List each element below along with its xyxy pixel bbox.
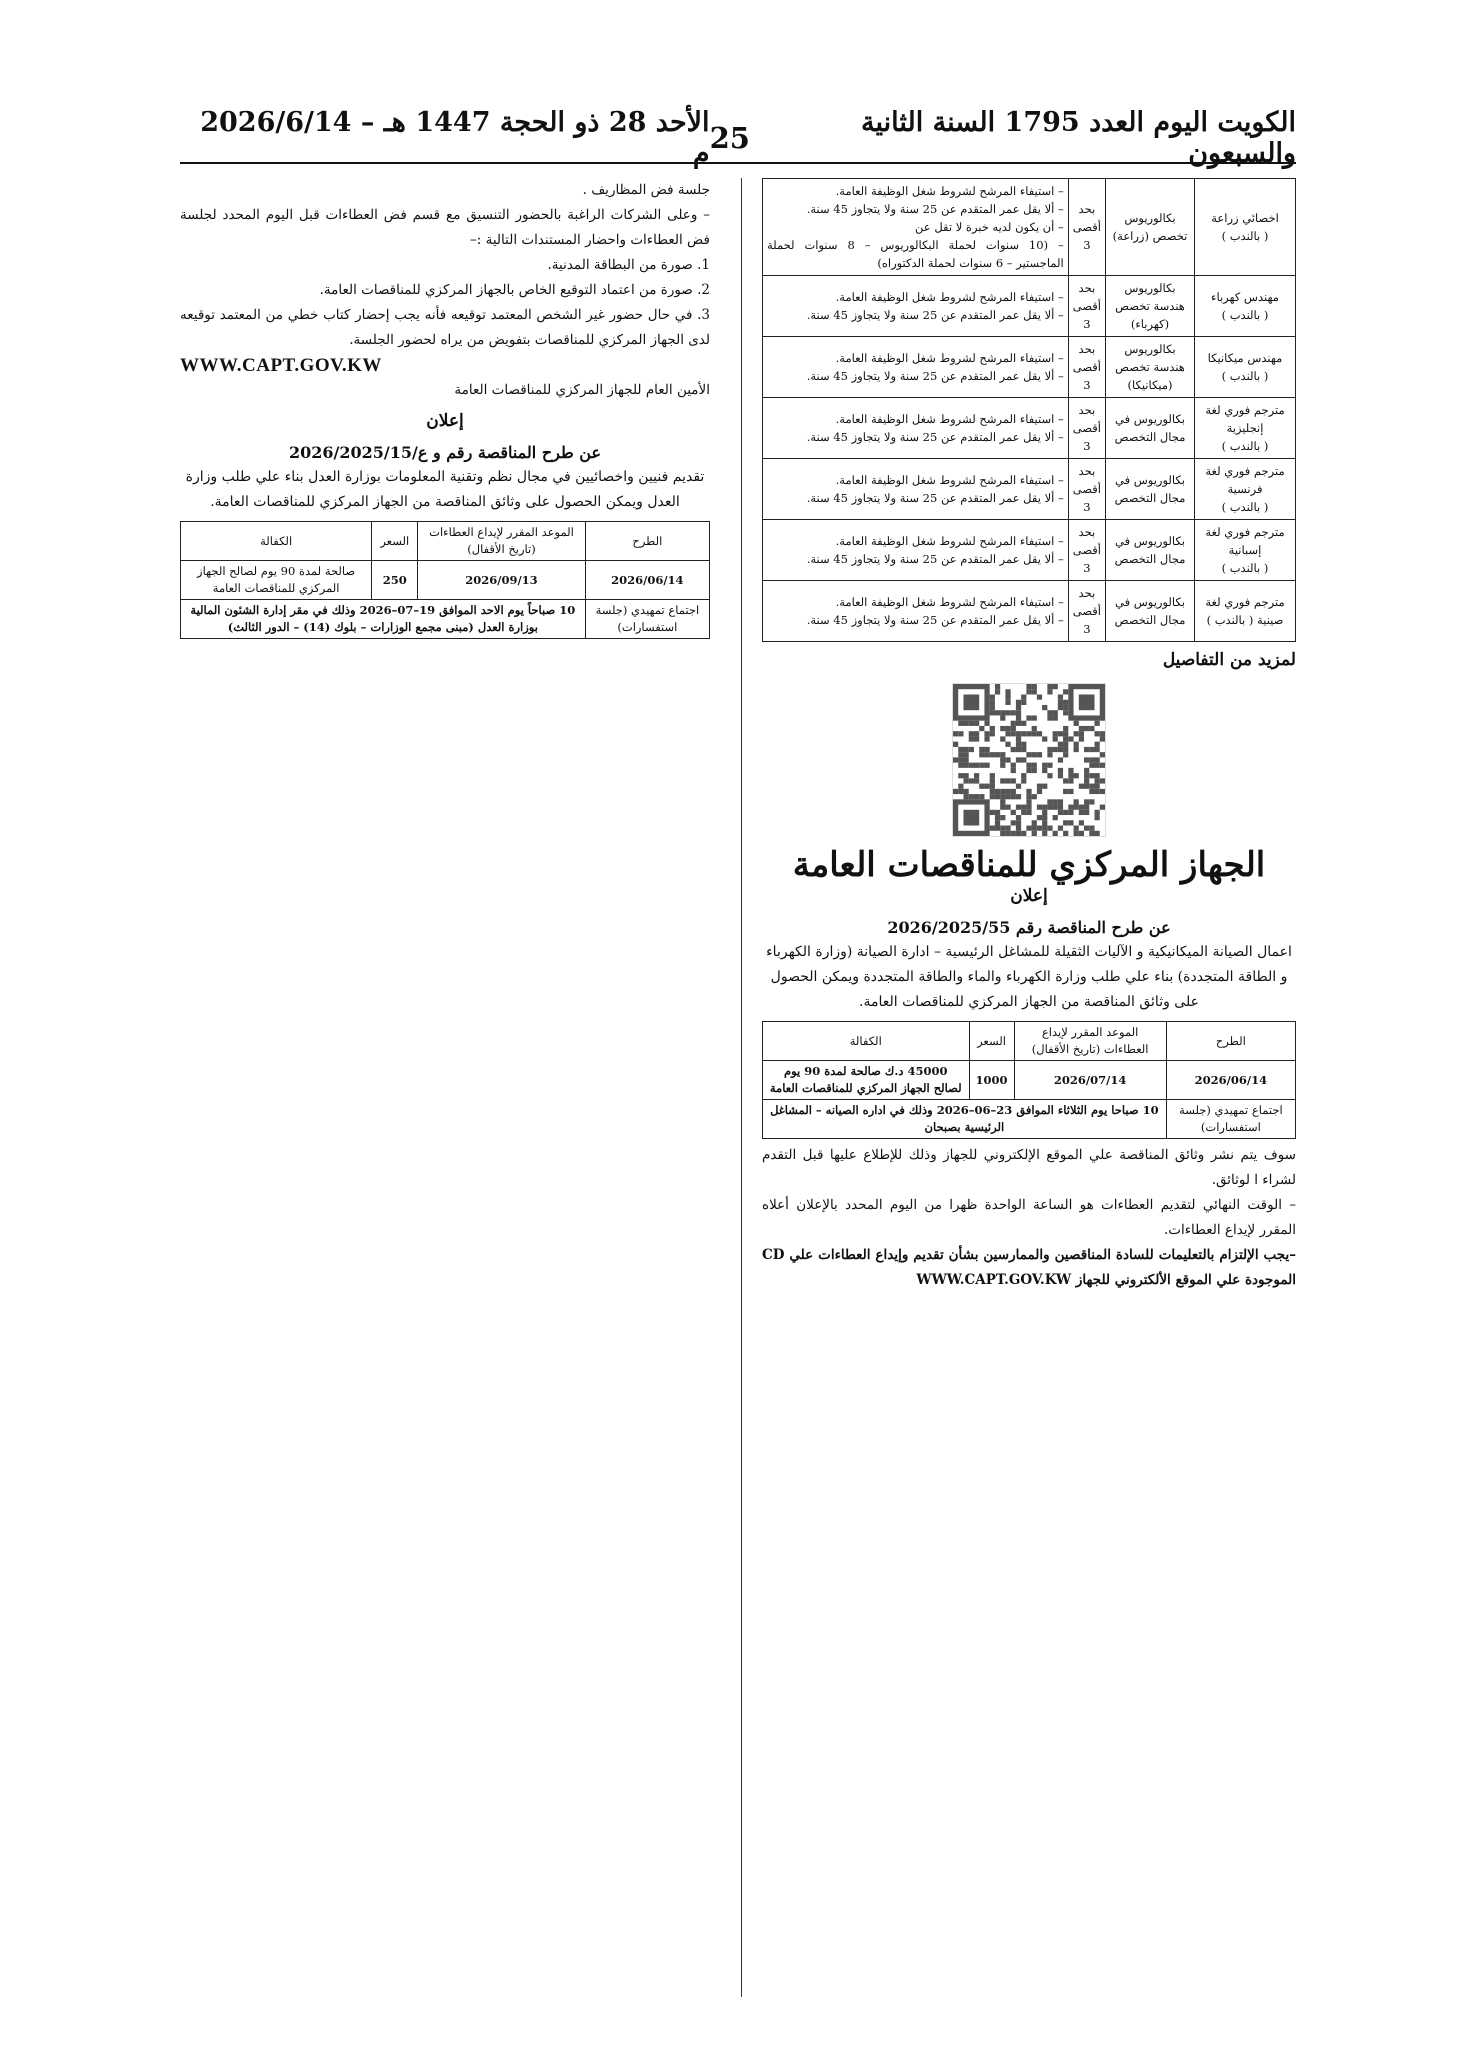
header-issue: الكويت اليوم العدد 1795 السنة الثانية والسبعون bbox=[861, 107, 1296, 169]
table-header: الطرح bbox=[585, 522, 709, 561]
job-count: بحد أقصى 3 bbox=[1068, 581, 1105, 642]
announcement-heading: إعلان bbox=[426, 411, 464, 431]
job-count: بحد أقصى 3 bbox=[1068, 179, 1105, 276]
table-cell: 2026/06/14 bbox=[1166, 1061, 1295, 1100]
job-row bbox=[763, 581, 1296, 642]
table-cell: 10 صباحا يوم الثلاثاء الموافق 23–06–2026 وذلك في اداره الصيانه – المشاغل الرئيسية بصبحان bbox=[763, 1100, 1167, 1139]
job-requirements: – استيفاء المرشح لشروط شغل الوظيفة العامة. – ألا يقل عمر المتقدم عن 25 سنة ولا يتجاوز 45 سنة. bbox=[763, 581, 1069, 642]
paragraph: – وعلى الشركات الراغبة بالحضور التنسيق مع قسم فض العطاءات قبل اليوم المحدد لجلسة فض العطاءات واحضار المستندات التالية :– bbox=[180, 207, 710, 248]
table-header: الموعد المقرر لإيداع العطاءات (تاريخ الأقفال) bbox=[1014, 1022, 1166, 1061]
tender-table bbox=[762, 1021, 1296, 1139]
qr-code[interactable] bbox=[952, 683, 1106, 837]
signature-line: الأمين العام للجهاز المركزي للمناقصات العامة bbox=[454, 382, 710, 398]
paragraph: جلسة فض المظاريف . bbox=[582, 182, 710, 198]
page-header bbox=[180, 107, 1296, 169]
job-title: مهندس كهرباء ( بالندب ) bbox=[1195, 276, 1296, 337]
table-cell: اجتماع تمهيدي (جلسة استفسارات) bbox=[585, 600, 709, 639]
job-row bbox=[763, 459, 1296, 520]
jobs-table bbox=[762, 178, 1296, 642]
table-header: السعر bbox=[372, 522, 418, 561]
tender-number: عن طرح المناقصة رقم 2026/2025/55 bbox=[887, 918, 1171, 937]
page-number: 25 bbox=[709, 121, 750, 155]
job-requirements: – استيفاء المرشح لشروط شغل الوظيفة العامة. – ألا يقل عمر المتقدم عن 25 سنة ولا يتجاوز 45 سنة. bbox=[763, 459, 1069, 520]
qr-code-icon bbox=[953, 684, 1105, 836]
website-link[interactable]: WWW.CAPT.GOV.KW bbox=[180, 355, 382, 376]
table-cell: 2026/09/13 bbox=[418, 561, 585, 600]
paragraph: –يجب الإلتزام بالتعليمات للسادة المناقصين والممارسين بشأن تقديم وإيداع العطاءات علي CD الموجودة علي الموقع الألكتروني للجهاز WWW.CAPT.GOV.KW bbox=[762, 1247, 1296, 1288]
table-cell: صالحة لمدة 90 يوم لصالح الجهاز المركزي للمناقصات العامة bbox=[181, 561, 372, 600]
job-qualification: بكالوريوس في مجال التخصص bbox=[1106, 581, 1195, 642]
job-row bbox=[763, 276, 1296, 337]
paragraph: سوف يتم نشر وثائق المناقصة علي الموقع الإلكتروني للجهاز وذلك للإطلاع عليها قبل التقدم لشراء ا لوثائق. bbox=[762, 1147, 1296, 1188]
table-cell: 2026/06/14 bbox=[585, 561, 709, 600]
job-count: بحد أقصى 3 bbox=[1068, 337, 1105, 398]
table-cell: 250 bbox=[372, 561, 418, 600]
header-date: الأحد 28 ذو الحجة 1447 هـ – 2026/6/14 م bbox=[200, 107, 710, 169]
job-count: بحد أقصى 3 bbox=[1068, 276, 1105, 337]
job-count: بحد أقصى 3 bbox=[1068, 459, 1105, 520]
job-title: مترجم فوري لغة صينية ( بالندب ) bbox=[1195, 581, 1296, 642]
table-header: الموعد المقرر لإيداع العطاءات (تاريخ الأقفال) bbox=[418, 522, 585, 561]
job-count: بحد أقصى 3 bbox=[1068, 398, 1105, 459]
job-title: مهندس ميكانيكا ( بالندب ) bbox=[1195, 337, 1296, 398]
table-header: السعر bbox=[969, 1022, 1014, 1061]
table-header: الكفالة bbox=[763, 1022, 970, 1061]
paragraph: 1. صورة من البطاقة المدنية. bbox=[547, 257, 710, 273]
left-column bbox=[180, 178, 710, 643]
tender-description: تقديم فنيين واخصائيين في مجال نظم وتقنية المعلومات بوزارة العدل بناء علي طلب وزارة العدل ويمكن الحصول على وثائق المناقصة من الجهاز المركزي للمناقصات العامة. bbox=[185, 469, 705, 510]
job-qualification: بكالوريوس في مجال التخصص bbox=[1106, 398, 1195, 459]
job-requirements: – استيفاء المرشح لشروط شغل الوظيفة العامة. – ألا يقل عمر المتقدم عن 25 سنة ولا يتجاوز 45 سنة. bbox=[763, 337, 1069, 398]
job-row bbox=[763, 520, 1296, 581]
job-qualification: بكالوريوس في مجال التخصص bbox=[1106, 459, 1195, 520]
job-qualification: بكالوريوس هندسة تخصص (ميكانيكا) bbox=[1106, 337, 1195, 398]
column-divider bbox=[741, 178, 742, 1997]
table-cell: اجتماع تمهيدي (جلسة استفسارات) bbox=[1166, 1100, 1295, 1139]
right-column bbox=[762, 178, 1296, 1293]
job-title: مترجم فوري لغة فرنسية ( بالندب ) bbox=[1195, 459, 1296, 520]
paragraph: 2. صورة من اعتماد التوقيع الخاص بالجهاز المركزي للمناقصات العامة. bbox=[319, 282, 710, 298]
job-requirements: – استيفاء المرشح لشروط شغل الوظيفة العامة. – ألا يقل عمر المتقدم عن 25 سنة ولا يتجاوز 45 سنة. bbox=[763, 520, 1069, 581]
announcement-heading: إعلان bbox=[1010, 886, 1048, 906]
job-requirements: – استيفاء المرشح لشروط شغل الوظيفة العامة. – ألا يقل عمر المتقدم عن 25 سنة ولا يتجاوز 45 سنة. – أن يكون لديه خبرة لا تقل عن – (10 سنوات لحملة البكالوريوس – 8 سنوات لحملة الماجستير – 6 سنوات لحملة الدكتوراه) bbox=[763, 179, 1069, 276]
table-cell: 10 صباحاً يوم الاحد الموافق 19–07–2026 وذلك في مقر إدارة الشئون المالية بوزارة العدل (مبنى مجمع الوزارات – بلوك (14) – الدور الثالث) bbox=[181, 600, 586, 639]
header-rule bbox=[180, 162, 1296, 164]
agency-title: الجهاز المركزي للمناقصات العامة bbox=[792, 845, 1266, 885]
job-title: مترجم فوري لغة إنجليزية ( بالندب ) bbox=[1195, 398, 1296, 459]
tender-table bbox=[180, 521, 710, 639]
job-requirements: – استيفاء المرشح لشروط شغل الوظيفة العامة. – ألا يقل عمر المتقدم عن 25 سنة ولا يتجاوز 45 سنة. bbox=[763, 398, 1069, 459]
job-row bbox=[763, 179, 1296, 276]
job-requirements: – استيفاء المرشح لشروط شغل الوظيفة العامة. – ألا يقل عمر المتقدم عن 25 سنة ولا يتجاوز 45 سنة. bbox=[763, 276, 1069, 337]
job-row bbox=[763, 398, 1296, 459]
table-header: الكفالة bbox=[181, 522, 372, 561]
table-cell: 2026/07/14 bbox=[1014, 1061, 1166, 1100]
job-title: مترجم فوري لغة إسبانية ( بالندب ) bbox=[1195, 520, 1296, 581]
job-row bbox=[763, 337, 1296, 398]
job-qualification: بكالوريوس في مجال التخصص bbox=[1106, 520, 1195, 581]
job-qualification: بكالوريوس هندسة تخصص (كهرباء) bbox=[1106, 276, 1195, 337]
tender-number: عن طرح المناقصة رقم و ع/2026/2025/15 bbox=[289, 443, 601, 462]
paragraph: – الوقت النهائي لتقديم العطاءات هو الساعة الواحدة ظهرا من اليوم المحدد بالإعلان أعلاه المقرر لإيداع العطاءات. bbox=[762, 1197, 1296, 1238]
more-details-label: لمزيد من التفاصيل bbox=[1162, 650, 1296, 670]
tender-description: اعمال الصيانة الميكانيكية و الآليات الثقيلة للمشاغل الرئيسية – ادارة الصيانة (وزارة الكهرباء و الطاقة المتجددة) بناء علي طلب وزارة الكهرباء والماء والطاقة المتجددة ويمكن الحصول على وثائق المناقصة من الجهاز المركزي للمناقصات العامة. bbox=[766, 944, 1292, 1010]
job-count: بحد أقصى 3 bbox=[1068, 520, 1105, 581]
table-header: الطرح bbox=[1166, 1022, 1295, 1061]
job-title: اخصائي زراعة ( بالندب ) bbox=[1195, 179, 1296, 276]
table-cell: 1000 bbox=[969, 1061, 1014, 1100]
job-qualification: بكالوريوس تخصص (زراعة) bbox=[1106, 179, 1195, 276]
paragraph: 3. في حال حضور غير الشخص المعتمد توقيعه فأنه يجب إحضار كتاب خطي من المعتمد توقيعه لدى الجهاز المركزي للمناقصات بتفويض من يراه لحضور الجلسة. bbox=[180, 307, 710, 348]
table-cell: 45000 د.ك صالحة لمدة 90 يوم لصالح الجهاز المركزي للمناقصات العامة bbox=[763, 1061, 970, 1100]
